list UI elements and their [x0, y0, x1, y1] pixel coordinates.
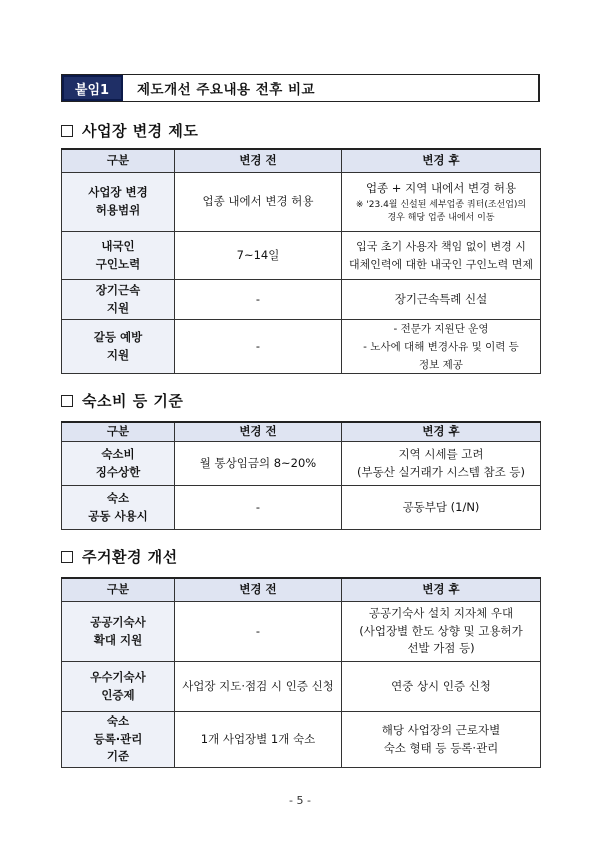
column-header: 변경 전 — [175, 578, 342, 602]
cell-after: 연중 상시 인증 신청 — [342, 662, 541, 712]
cell-after: - 전문가 지원단 운영 - 노사에 대해 변경사유 및 이력 등 정보 제공 — [342, 320, 541, 374]
cell-before: 7~14일 — [175, 232, 342, 280]
table-housing-cost — [61, 421, 541, 530]
table-row — [62, 173, 541, 232]
cell-after: 장기근속특례 신설 — [342, 280, 541, 320]
row-category: 우수기숙사 인증제 — [62, 662, 175, 712]
row-category: 내국인 구인노력 — [62, 232, 175, 280]
table-row — [62, 602, 541, 662]
row-category: 숙소 등록·관리 기준 — [62, 712, 175, 768]
row-category: 공공기숙사 확대 지원 — [62, 602, 175, 662]
attachment-banner — [61, 74, 540, 102]
cell-before: - — [175, 320, 342, 374]
table-row — [62, 486, 541, 530]
table-row — [62, 280, 541, 320]
banner-title: 제도개선 주요내용 전후 비교 — [137, 82, 316, 98]
row-category: 장기근속 지원 — [62, 280, 175, 320]
cell-before: - — [175, 280, 342, 320]
table-row — [62, 442, 541, 486]
section-title-living-environment: 주거환경 개선 — [61, 546, 178, 567]
table-header-row — [62, 149, 541, 173]
row-category: 숙소 공동 사용시 — [62, 486, 175, 530]
row-category: 숙소비 징수상한 — [62, 442, 175, 486]
cell-before: - — [175, 602, 342, 662]
cell-after: 공공기숙사 설치 지자체 우대 (사업장별 한도 상향 및 고용허가 선발 가점 등) — [342, 602, 541, 662]
table-row — [62, 232, 541, 280]
table-header-row — [62, 578, 541, 602]
checkbox-square-icon — [61, 395, 73, 407]
table-row — [62, 712, 541, 768]
cell-after: 업종 + 지역 내에서 변경 허용 ※ '23.4월 신설된 세부업종 쿼터(조선업)의 경우 해당 업종 내에서 이동 — [342, 173, 541, 232]
checkbox-square-icon — [61, 551, 73, 563]
page-number: - 5 - — [289, 794, 311, 807]
cell-after: 공동부담 (1/N) — [342, 486, 541, 530]
table-header-row — [62, 422, 541, 442]
row-category: 사업장 변경 허용범위 — [62, 173, 175, 232]
cell-before: 사업장 지도·점검 시 인증 신청 — [175, 662, 342, 712]
cell-after: 해당 사업장의 근로자별 숙소 형태 등 등록·관리 — [342, 712, 541, 768]
section-title-housing-cost: 숙소비 등 기준 — [61, 390, 183, 411]
footnote: ※ '23.4월 신설된 세부업종 쿼터(조선업)의 경우 해당 업종 내에서 이동 — [355, 200, 527, 223]
attachment-badge: 붙임1 — [62, 75, 123, 101]
column-header: 변경 후 — [342, 422, 541, 442]
section-title-workplace-change: 사업장 변경 제도 — [61, 120, 198, 141]
column-header: 변경 후 — [342, 578, 541, 602]
cell-before: - — [175, 486, 342, 530]
table-living-environment — [61, 577, 541, 768]
cell-before: 1개 사업장별 1개 숙소 — [175, 712, 342, 768]
checkbox-square-icon — [61, 125, 73, 137]
column-header: 변경 후 — [342, 149, 541, 173]
cell-after: 입국 초기 사용자 책임 없이 변경 시 대체인력에 대한 내국인 구인노력 면제 — [342, 232, 541, 280]
column-header: 구분 — [62, 422, 175, 442]
column-header: 변경 전 — [175, 422, 342, 442]
table-row — [62, 320, 541, 374]
column-header: 변경 전 — [175, 149, 342, 173]
cell-after: 지역 시세를 고려 (부동산 실거래가 시스템 참조 등) — [342, 442, 541, 486]
cell-before: 월 통상임금의 8~20% — [175, 442, 342, 486]
column-header: 구분 — [62, 149, 175, 173]
row-category: 갈등 예방 지원 — [62, 320, 175, 374]
banner-edge — [532, 75, 539, 101]
table-workplace-change — [61, 148, 541, 374]
column-header: 구분 — [62, 578, 175, 602]
cell-before: 업종 내에서 변경 허용 — [175, 173, 342, 232]
table-row — [62, 662, 541, 712]
